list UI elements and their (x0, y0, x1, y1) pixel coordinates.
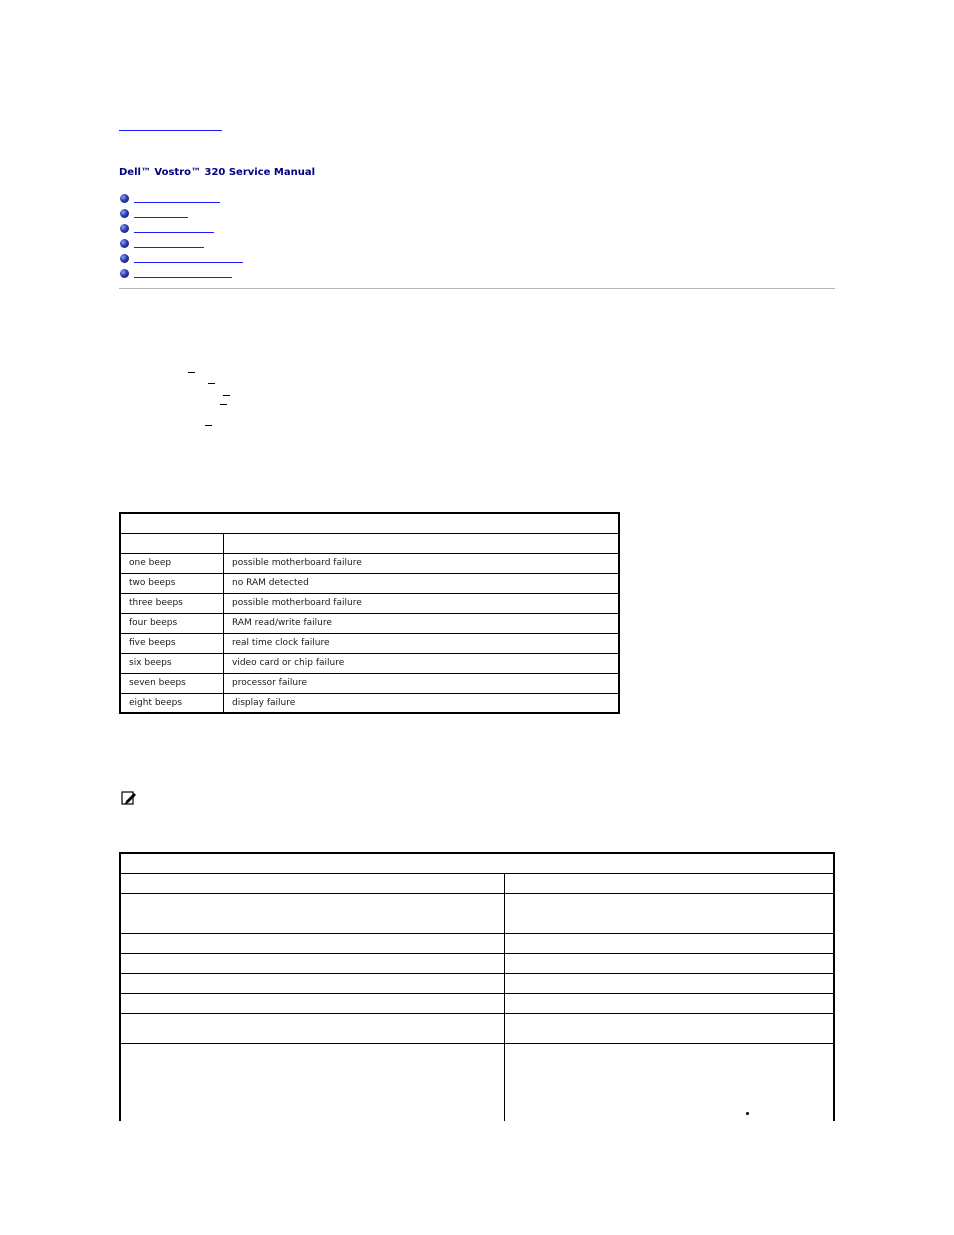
beep-cause-cell: display failure (224, 693, 620, 713)
message-cell (120, 953, 505, 973)
table-row (120, 693, 619, 713)
toc-link[interactable] (134, 217, 188, 218)
table-row (120, 553, 619, 573)
system-message-table (119, 852, 835, 1121)
message-cell (120, 973, 505, 993)
description-cell (505, 933, 835, 953)
beep-code-cell: four beeps (120, 613, 224, 633)
description-cell (505, 953, 835, 973)
beep-code-cell: five beeps (120, 633, 224, 653)
bullet-icon (120, 239, 129, 248)
message-cell (120, 1013, 505, 1043)
message-table-header-message (120, 873, 505, 893)
beep-code-table (119, 512, 620, 714)
beep-cause-cell: real time clock failure (224, 633, 620, 653)
manual-title: Dell™ Vostro™ 320 Service Manual (119, 167, 316, 178)
table-row (120, 1043, 834, 1121)
table-row (120, 933, 834, 953)
beep-cause-cell: possible motherboard failure (224, 593, 620, 613)
list-bullet-dot (746, 1112, 749, 1115)
description-cell (505, 1043, 835, 1121)
beep-code-cell: seven beeps (120, 673, 224, 693)
beep-cause-cell: possible motherboard failure (224, 553, 620, 573)
beep-cause-cell: video card or chip failure (224, 653, 620, 673)
table-row (120, 953, 834, 973)
beep-code-cell: six beeps (120, 653, 224, 673)
table-row (120, 633, 619, 653)
beep-cause-cell: processor failure (224, 673, 620, 693)
table-row (120, 613, 619, 633)
dash-mark (205, 425, 212, 426)
dash-mark (220, 404, 227, 405)
section-divider (119, 288, 835, 289)
message-table-title (120, 853, 834, 873)
beep-table-header-cause (224, 533, 620, 553)
table-row (120, 673, 619, 693)
description-cell (505, 893, 835, 933)
table-row (120, 893, 834, 933)
message-cell (120, 893, 505, 933)
beep-code-cell: one beep (120, 553, 224, 573)
table-row (120, 1013, 834, 1043)
beep-code-cell: two beeps (120, 573, 224, 593)
bullet-icon (120, 269, 129, 278)
description-cell (505, 973, 835, 993)
message-cell (120, 993, 505, 1013)
toc-link[interactable] (134, 277, 232, 278)
toc-link[interactable] (134, 202, 220, 203)
beep-code-cell: eight beeps (120, 693, 224, 713)
toc-link[interactable] (134, 232, 214, 233)
table-row (120, 653, 619, 673)
beep-cause-cell: no RAM detected (224, 573, 620, 593)
message-table-clip (119, 852, 835, 1121)
bullet-icon (120, 224, 129, 233)
dash-mark (208, 383, 215, 384)
beep-code-cell: three beeps (120, 593, 224, 613)
dash-mark (223, 395, 230, 396)
beep-table-header-code (120, 533, 224, 553)
message-cell (120, 1043, 505, 1121)
table-row (120, 593, 619, 613)
bullet-icon (120, 254, 129, 263)
beep-cause-cell: RAM read/write failure (224, 613, 620, 633)
table-row (120, 993, 834, 1013)
beep-table-title (120, 513, 619, 533)
table-row (120, 973, 834, 993)
dash-mark (188, 372, 195, 373)
back-to-contents-link[interactable] (119, 130, 222, 131)
description-cell (505, 1013, 835, 1043)
toc-link[interactable] (134, 262, 243, 263)
message-cell (120, 933, 505, 953)
description-cell (505, 993, 835, 1013)
toc-link[interactable] (134, 247, 204, 248)
note-pencil-icon (121, 791, 137, 805)
bullet-icon (120, 194, 129, 203)
bullet-icon (120, 209, 129, 218)
table-row (120, 573, 619, 593)
message-table-header-description (505, 873, 835, 893)
